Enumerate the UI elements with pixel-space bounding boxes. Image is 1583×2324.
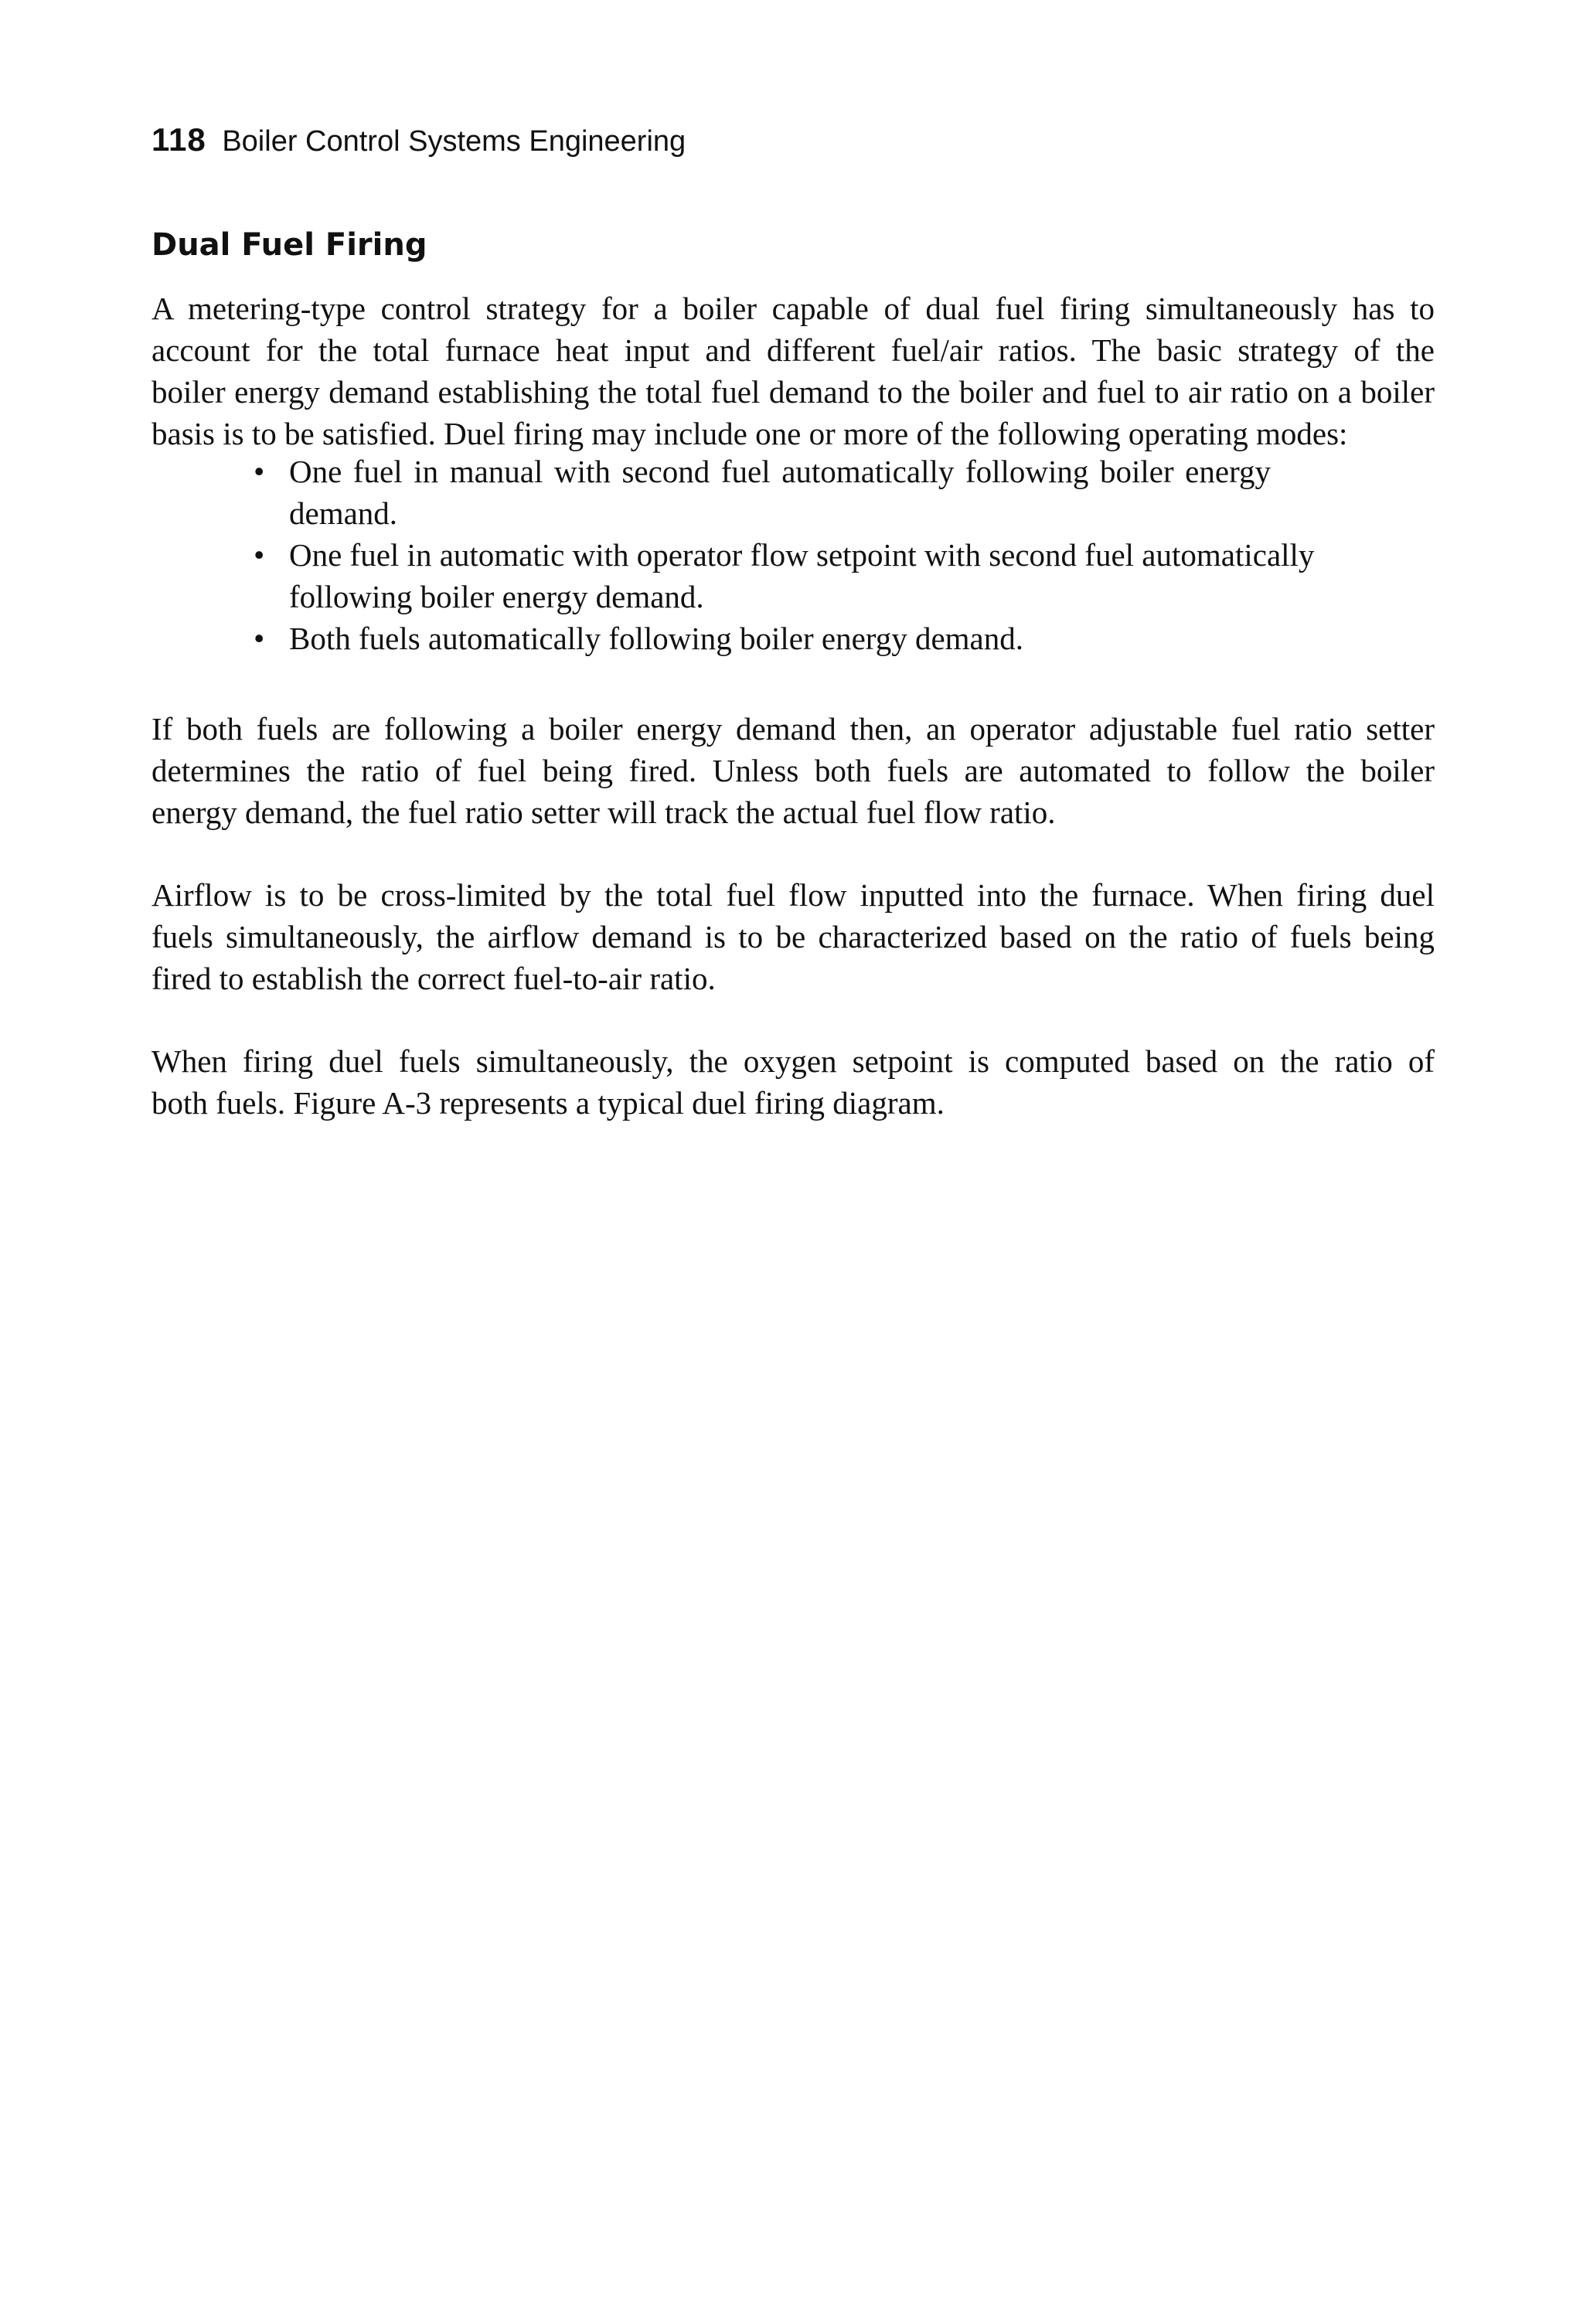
paragraph-intro (151, 288, 1435, 454)
paragraph-line: account for the total furnace heat input and different fuel/air ratios. The basic strategy of the (151, 332, 1435, 368)
list-item-text (289, 618, 1271, 659)
paragraph-line: basis is to be satisfied. Duel firing may include one or more of the following operating modes: (151, 416, 1348, 451)
section-title: Dual Fuel Firing (151, 227, 427, 263)
list-item-text (289, 451, 1271, 534)
paragraph-line: If both fuels are following a boiler energy demand then, an operator adjustable fuel ratio setter (151, 711, 1435, 747)
paragraph-line: both fuels. Figure A-3 represents a typical duel firing diagram. (151, 1085, 945, 1121)
paragraph-line: determines the ratio of fuel being fired. Unless both fuels are automated to follow the boiler (151, 753, 1435, 788)
list-item-line: One fuel in automatic with operator flow setpoint with second fuel automatically (289, 537, 1315, 573)
running-head (151, 121, 686, 161)
page-number: 118 (151, 121, 206, 158)
list-item (151, 451, 1435, 534)
list-item-text (289, 534, 1315, 618)
paragraph-line: When firing duel fuels simultaneously, the oxygen setpoint is computed based on the ratio of (151, 1043, 1435, 1079)
list-item-line: following boiler energy demand. (289, 579, 704, 614)
operating-modes-list (151, 451, 1435, 659)
list-item (151, 618, 1435, 659)
list-item-line: demand. (289, 495, 398, 531)
book-title: Boiler Control Systems Engineering (222, 125, 686, 158)
paragraph-airflow (151, 874, 1435, 999)
paragraph-oxygen (151, 1040, 1435, 1124)
list-item-line: One fuel in manual with second fuel automatically following boiler energy (289, 454, 1271, 489)
paragraph-line: A metering-type control strategy for a boiler capable of dual fuel firing simultaneously has to (151, 291, 1435, 326)
bullet-icon: • (254, 537, 265, 573)
paragraph-line: fired to establish the correct fuel-to-air ratio. (151, 961, 716, 996)
list-item (151, 534, 1435, 618)
list-item-line: Both fuels automatically following boiler energy demand. (289, 621, 1023, 656)
paragraph-line: boiler energy demand establishing the total fuel demand to the boiler and fuel to air ratio on a boiler (151, 374, 1435, 410)
bullet-icon: • (254, 621, 265, 656)
paragraph-fuel-ratio (151, 708, 1435, 833)
paragraph-line: energy demand, the fuel ratio setter will track the actual fuel flow ratio. (151, 795, 1056, 830)
paragraph-line: fuels simultaneously, the airflow demand is to be characterized based on the ratio of fuels being (151, 919, 1435, 954)
paragraph-line: Airflow is to be cross-limited by the total fuel flow inputted into the furnace. When firing duel (151, 877, 1435, 913)
bullet-icon: • (254, 454, 265, 489)
